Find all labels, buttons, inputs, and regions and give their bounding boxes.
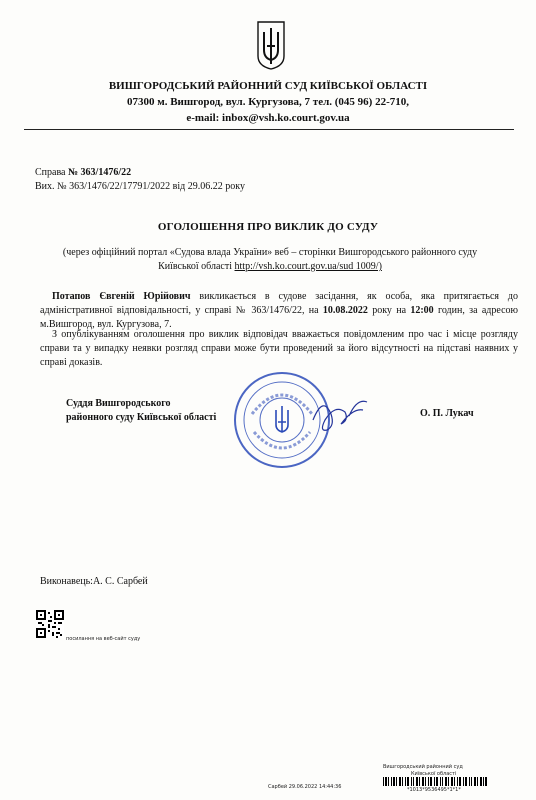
header-divider: [24, 129, 514, 130]
outgoing-number: Вих. № 363/1476/22/17791/2022 від 29.06.22 року: [35, 181, 245, 192]
judge-name: О. П. Лукач: [420, 408, 474, 419]
court-name: ВИШГОРОДСЬКИЙ РАЙОННИЙ СУД КИЇВСЬКОЇ ОБЛАСТІ: [108, 80, 428, 92]
footer-court-line2: Київської області: [411, 771, 457, 777]
footer-date-stamp: Сарбей 29.06.2022 14:44:36: [268, 784, 342, 790]
court-address: 07300 м. Вишгород, вул. Кургузова, 7 тел. (045 96) 22-710,: [126, 96, 410, 108]
court-email: e-mail: inbox@vsh.ko.court.gov.ua: [186, 112, 350, 124]
qr-code-icon[interactable]: [36, 610, 64, 638]
notice-title: ОГОЛОШЕННЯ ПРО ВИКЛИК ДО СУДУ: [157, 221, 379, 233]
judge-signature: [305, 390, 375, 440]
judge-role-line1: Суддя Вишгородського: [66, 398, 171, 409]
consequence-paragraph: З опублікуванням оголошення про виклик відповідач вважається повідомленим про час і місце розгляду справи та у випадку неявки розгляд справи може бути проведений за його відсутності на підставі наявних у справі доказів.: [40, 329, 518, 368]
qr-caption: посилання на веб-сайт суду: [66, 636, 141, 642]
barcode-text: *1013*9536495*1*1*: [407, 787, 461, 793]
summons-paragraph: Потапов Євгеній Юрійович викликається в судове засідання, як особа, яка притягається до адміністративної відповідальності, у справі № 363/1476/22, на 10.08.2022 року на 12:00 годин, за адресою м.Вишгород, вул. Кургузова, 7.: [40, 291, 518, 330]
court-website-link[interactable]: http://vsh.ko.court.gov.ua/sud 1009/): [234, 261, 382, 272]
judge-role-line2: районного суду Київської області: [66, 412, 217, 423]
executor: Виконавець:А. С. Сарбей: [40, 576, 148, 587]
footer-court-line1: Вишгородський районний суд: [383, 764, 463, 770]
coat-of-arms-icon: [256, 20, 286, 70]
barcode-icon: [383, 777, 487, 786]
case-number-line: Справа № 363/1476/22: [35, 167, 132, 178]
notice-subtitle: (через офіційний портал «Судова влада України» веб – сторінки Вишгородського районного суду Київської області http://vsh.ko.court.gov.ua/sud 1009/): [62, 247, 478, 272]
